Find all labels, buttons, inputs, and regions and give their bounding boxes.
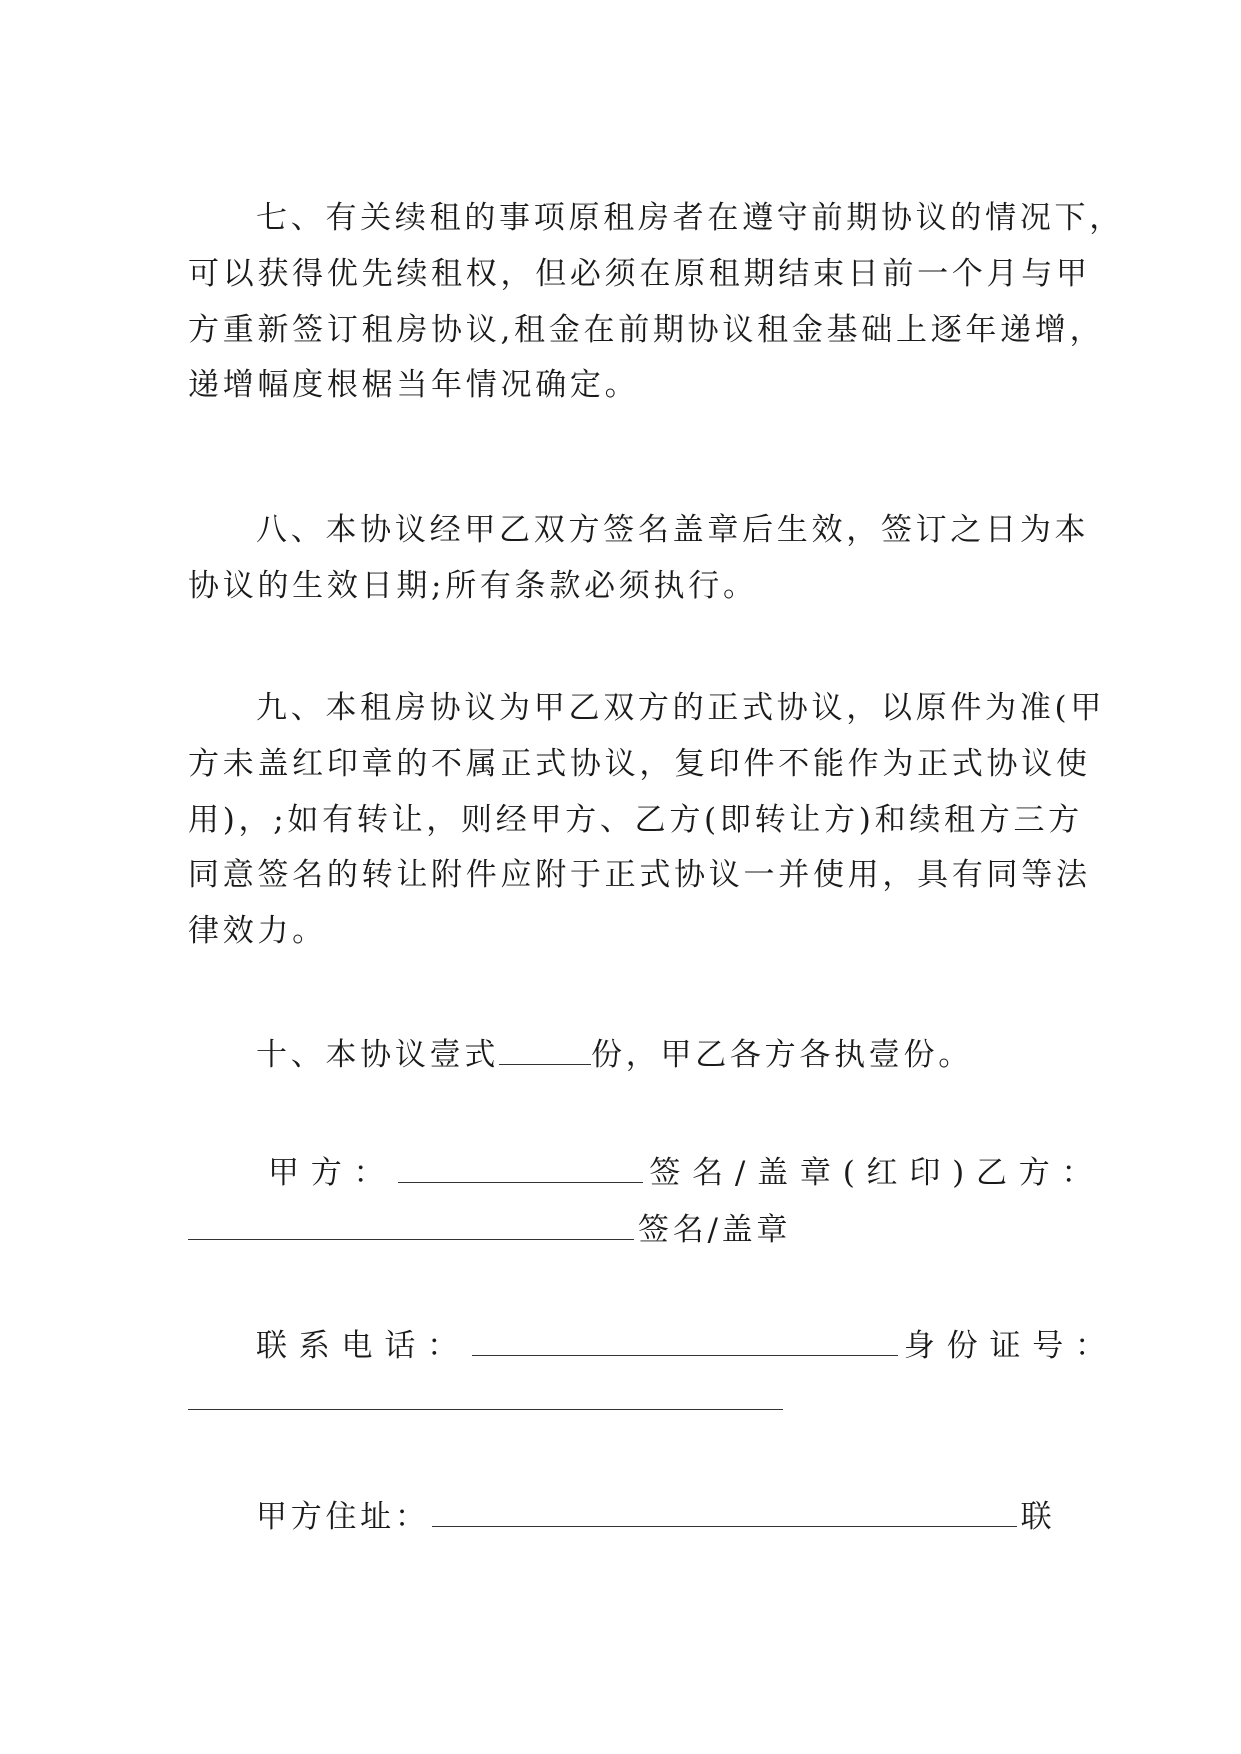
clause-10-prefix: 十、本协议壹式 — [256, 1037, 500, 1073]
clause-10-suffix: 份，甲乙各方各执壹份。 — [591, 1037, 973, 1073]
clause-7-line-4: 递增幅度根椐当年情况确定。 — [188, 367, 640, 403]
clause-7-line-1: 七、有关续租的事项原租房者在遵守前期协议的情况下， — [256, 200, 1124, 236]
phone-label: 联系电话： — [256, 1328, 470, 1364]
contact-line — [256, 1326, 1156, 1366]
id-blank-line — [188, 1380, 1088, 1420]
party-a-blank[interactable] — [398, 1156, 643, 1183]
clause-7-line-3: 方重新签订租房协议,租金在前期协议租金基础上逐年递增， — [188, 312, 1105, 348]
clause-9-line-1: 九、本租房协议为甲乙双方的正式协议，以原件为准(甲 — [256, 690, 1106, 726]
signature-line-1 — [268, 1153, 1168, 1193]
clause-10-line — [256, 1035, 1156, 1075]
address-trailing: 联 — [1020, 1499, 1056, 1535]
clause-9-line-4: 同意签名的转让附件应附于正式协议一并使用，具有同等法 — [188, 857, 1091, 893]
copies-blank[interactable] — [499, 1038, 591, 1065]
party-a-label: 甲方： — [268, 1155, 397, 1191]
party-b-sign-label: 签名/盖章 — [638, 1212, 792, 1248]
address-label: 甲方住址： — [256, 1499, 430, 1535]
clause-9-line-2: 方未盖红印章的不属正式协议，复印件不能作为正式协议使 — [188, 746, 1091, 782]
id-blank[interactable] — [188, 1383, 783, 1410]
clause-8-line-1: 八、本协议经甲乙双方签名盖章后生效，签订之日为本 — [256, 512, 1090, 548]
signature-line-2 — [188, 1210, 1088, 1250]
id-label: 身份证号： — [903, 1328, 1118, 1364]
party-b-blank[interactable] — [188, 1213, 634, 1240]
clause-8-line-2: 协议的生效日期;所有条款必须执行。 — [188, 568, 758, 604]
phone-blank[interactable] — [472, 1329, 898, 1356]
address-line — [256, 1497, 1156, 1537]
clause-9-line-5: 律效力。 — [188, 913, 327, 949]
clause-7-line-2: 可以获得优先续租权，但必须在原租期结束日前一个月与甲 — [188, 256, 1091, 292]
party-a-sign-label: 签名/盖章(红印)乙方： — [649, 1155, 1105, 1191]
clause-9-line-3: 用)，;如有转让，则经甲方、乙方(即转让方)和续租方三方 — [188, 802, 1083, 838]
address-blank[interactable] — [432, 1500, 1017, 1527]
